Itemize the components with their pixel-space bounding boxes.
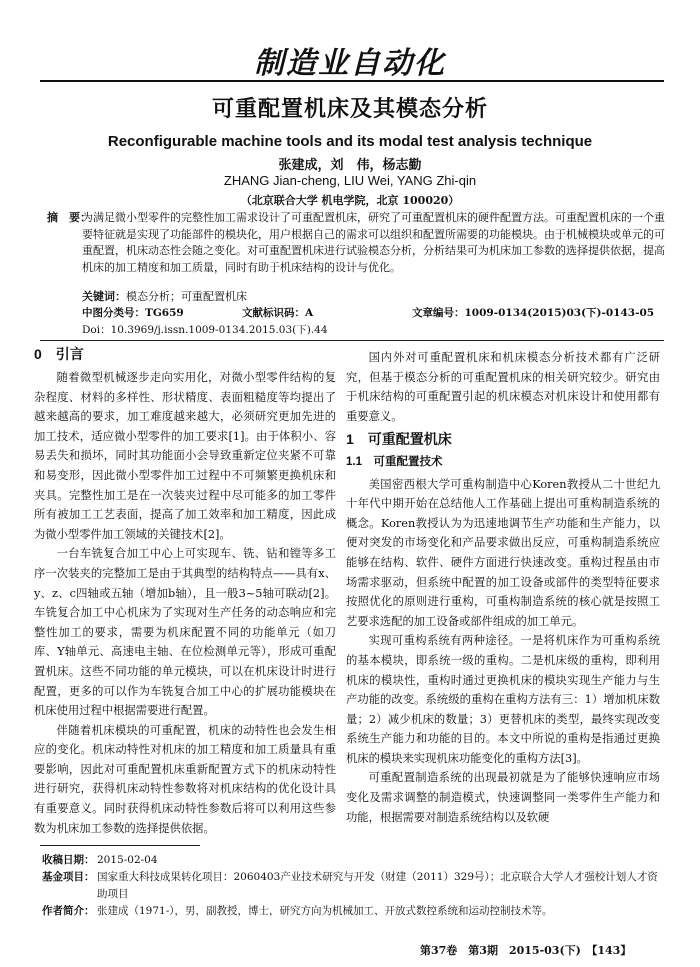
- keywords: [82, 288, 666, 304]
- keywords-label: 关键词：: [82, 290, 126, 303]
- abstract-label: 摘 要：: [47, 211, 91, 224]
- meta-rule: [40, 340, 664, 341]
- right-column: [346, 348, 660, 827]
- doi: Doi：10.3969/j.issn.1009-0134.2015.03(下).44: [82, 324, 328, 336]
- abstract: [47, 210, 666, 276]
- footnote-author: [42, 903, 662, 920]
- footnote-text: 张建成（1971-），男，副教授，博士，研究方向为机械加工、开放式数控系统和运动控制技术等。: [97, 905, 553, 917]
- footnote-received: [42, 852, 662, 869]
- authors-zh: 张建成，刘 伟，杨志勤: [278, 158, 422, 173]
- section-0-title: 0 引言: [34, 346, 84, 362]
- section-1-title: 1 可重配置机床: [346, 431, 452, 448]
- abstract-text: 为满足微小型零件的完整性加工需求设计了可重配置机床，研究了可重配置机床的硬件配置方法。可重配置机床的一个重要特征就是实现了功能部件的模块化，用户根据自己的需求可以组织和配置所需要的功能模块。由于机械模块或单元的可重配置，机床动态性会随之变化。对可重配置机床进行试验模态分析，分析结果可为机床加工参数的选择提供依据，提高机床的加工精度和加工质量，同时有助于机床结构的设计与优化。: [82, 211, 665, 274]
- paragraph: 可重配置制造系统的出现最初就是为了能够快速响应市场变化及需求调整的制造模式，快速调整同一类零件生产能力和功能，根据需要对制造系统结构以及软硬: [346, 771, 660, 824]
- affiliation: （北京联合大学 机电学院，北京 100020）: [240, 194, 460, 207]
- footnote-text: 国家重大科技成果转化项目：2060403产业技术研究与开发（财建（2011）329号）；北京联合大学人才强校计划人才资助项目: [97, 871, 658, 900]
- page-footer: 第37卷 第3期 2015-03(下) 【143】: [420, 944, 632, 957]
- footnote-rule: [40, 845, 200, 846]
- footnotes: [42, 852, 662, 920]
- footnote-text: 2015-02-04: [97, 854, 158, 866]
- paragraph: 随着微型机械逐步走向实用化，对微小型零件结构的复杂程度、材料的多样性、形状精度、表面粗糙度等均提出了越来越高的要求，加工难度越来越大，必须研究更加先进的加工技术，适应微小型零件的加工要求[1]。由于体积小、容易丢失和损坏，同时其功能面小会导致重新定位夹紧不可靠和易变形，因此微小型零件加工过程中不可频繁更换机床和夹具。完整性加工是在一次装夹过程中尽可能多的加工零件所有被加工工艺表面，提高了加工效率和加工精度，因此成为微小型零件加工领域的关键技术[2]。: [34, 371, 336, 541]
- doc-code: 文献标识码：A: [242, 307, 314, 319]
- clc-number: 中图分类号：TG659: [82, 307, 184, 319]
- footnote-label: 作者简介：: [42, 905, 95, 917]
- section-1-1-title: 1.1 可重配置技术: [346, 455, 443, 468]
- header-rule: [40, 80, 664, 82]
- title-zh: 可重配置机床及其模态分析: [211, 96, 488, 122]
- title-en: Reconfigurable machine tools and its modal test analysis technique: [107, 133, 593, 150]
- footnote-label: 收稿日期：: [42, 854, 95, 866]
- left-column: [34, 368, 336, 838]
- paragraph: 一台车铣复合加工中心上可实现车、铣、钻和镗等多工序一次装夹的完整加工是由于其典型的结构特点——具有x、y、z、c四轴或五轴（增加b轴），且一般3~5轴可联动[2]。车铣复合加工中心机床为了实现对生产任务的动态响应和完整性加工的要求，需要为机床配置不同的功能单元（如刀库、Y轴单元、高速电主轴、在位检测单元等），形成可重配置机床。这些不同功能的单元模块，可以在机床设计时进行配置，更多的可以作为车铣复合加工中心的扩展功能模块在机床使用过程中根据需要进行配置。: [34, 547, 336, 718]
- paragraph: 伴随着机床模块的可重配置，机床的动特性也会发生相应的变化。机床动特性对机床的加工精度和加工质量具有重要影响，因此对可重配置机床重新配置方式下的机床动特性进行研究，获得机床动特性参数将对机床结构的优化设计具有重要意义。同时获得机床动特性参数后将可以利用这些参数为机床加工参数的选择提供依据。: [34, 723, 336, 835]
- keywords-text: 模态分析；可重配置机床: [126, 290, 247, 303]
- authors-en: ZHANG Jian-cheng, LIU Wei, YANG Zhi-qin: [223, 173, 477, 188]
- footnote-label: 基金项目：: [42, 871, 95, 883]
- paragraph: 实现可重构系统有两种途径。一是将机床作为可重构系统的基本模块，即系统一级的重构。二是机床级的重构，即利用机床的模块性，重构时通过更换机床的模块实现生产能力与生产功能的改变。系统级的重构在重构方法有三：1）增加机床数量；2）减少机床的数量；3）更替机床的类型，最终实现改变系统生产能力和功能的目的。本文中所说的重构是指通过更换机床的模块来实现机床功能变化的重构方法[3]。: [346, 634, 660, 765]
- footnote-fund: [42, 869, 662, 903]
- journal-logo: 制造业自动化: [254, 46, 446, 81]
- paragraph: 美国密西根大学可重构制造中心Koren教授从二十世纪九十年代中期开始在总结他人工作基础上提出可重构制造系统的概念。Koren教授认为为迅速地调节生产功能和生产能力，以便对突发的市场变化和产品要求做出反应，可重构制造系统应能够在结构、软件、硬件方面进行快速改变。重构过程虽由市场需求驱动，但系统中配置的加工设备或部件的类型特征要求按照优化的原则进行重构，可重构制造系统的核心就是按照工艺要求选配的加工设备或部件组成的加工单元。: [346, 477, 660, 628]
- paragraph: 国内外对可重配置机床和机床模态分析技术都有广泛研究，但基于模态分析的可重配置机床的相关研究较少。研究由于机床结构的可重配置引起的机床模态对机床设计和使用都有重要意义。: [346, 351, 660, 423]
- article-number: 文章编号：1009-0134(2015)03(下)-0143-05: [412, 307, 655, 319]
